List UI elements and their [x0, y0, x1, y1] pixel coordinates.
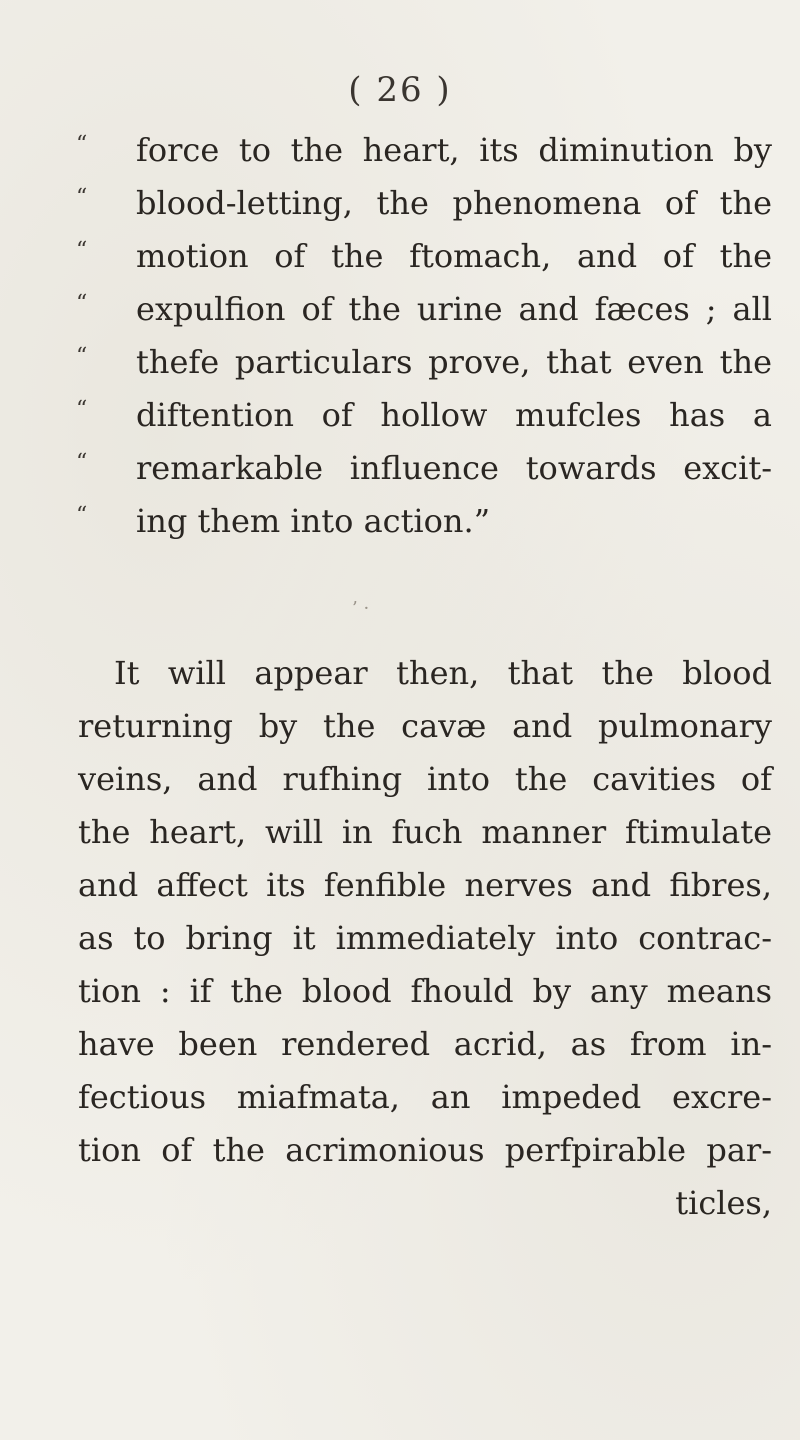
quote-line-text: expulfion of the urine and fæces ; all	[136, 290, 772, 328]
paragraph-line: and affect its fenfible nerves and fibres,	[78, 866, 772, 904]
quote-line	[78, 336, 772, 389]
quote-line	[78, 442, 772, 495]
quote-mark: “	[76, 344, 88, 369]
paragraph-line: as to bring it immediately into contrac-	[78, 919, 772, 957]
quoted-passage	[78, 124, 772, 548]
quote-line-text: diftention of hollow mufcles has a	[136, 396, 772, 434]
quote-mark: “	[76, 450, 88, 475]
quote-line-text: motion of the ftomach, and of the	[136, 237, 772, 275]
paragraph-line: It will appear then, that the blood	[114, 654, 772, 692]
paragraph-line: fectious miafmata, an impeded excre-	[78, 1078, 772, 1116]
quote-line-text: ing them into action.”	[136, 502, 491, 540]
quote-line	[78, 230, 772, 283]
paragraph-line: the heart, will in fuch manner ftimulate	[78, 813, 772, 851]
paragraph-line: returning by the cavæ and pulmonary	[78, 707, 772, 745]
quote-mark: “	[76, 503, 88, 528]
quote-line	[78, 124, 772, 177]
quote-mark: “	[76, 185, 88, 210]
paragraph-line: tion : if the blood fhould by any means	[78, 972, 772, 1010]
quote-line-text: blood-letting, the phenomena of the	[136, 184, 772, 222]
paragraph-line: tion of the acrimonious perfpirable par-	[78, 1131, 772, 1169]
stray-ink-mark: ’ ·	[352, 598, 370, 619]
quote-mark: “	[76, 291, 88, 316]
quote-line-text: remarkable influence towards excit-	[136, 449, 772, 487]
quote-line	[78, 177, 772, 230]
paragraph-line: veins, and rufhing into the cavities of	[78, 760, 772, 798]
quote-line	[78, 495, 772, 548]
quote-mark: “	[76, 238, 88, 263]
quote-line-text: force to the heart, its diminution by	[136, 131, 772, 169]
body-paragraph	[78, 647, 772, 1230]
page-number: ( 26 )	[348, 70, 452, 110]
quote-mark: “	[76, 132, 88, 157]
catchword: ticles,	[675, 1184, 772, 1222]
paragraph-line: have been rendered acrid, as from in-	[78, 1025, 772, 1063]
quote-line	[78, 389, 772, 442]
quote-line-text: thefe particulars prove, that even the	[136, 343, 772, 381]
quote-line	[78, 283, 772, 336]
quote-mark: “	[76, 397, 88, 422]
